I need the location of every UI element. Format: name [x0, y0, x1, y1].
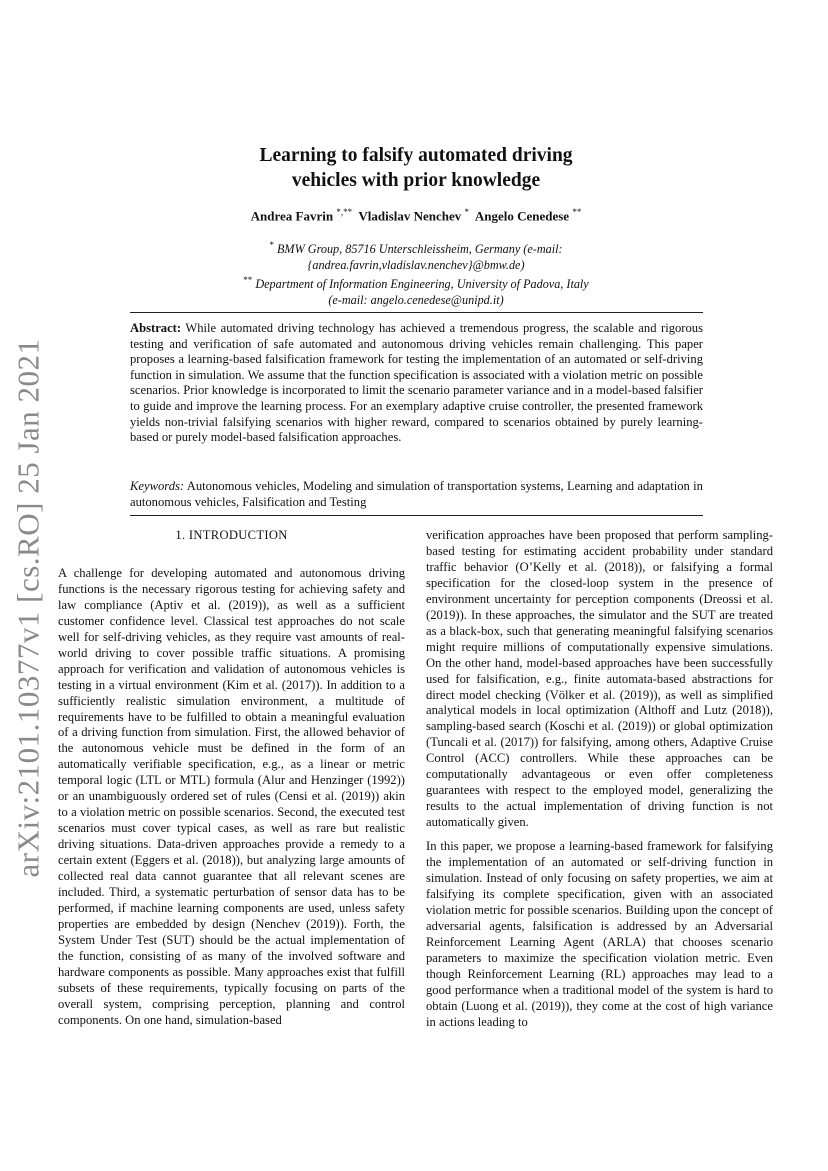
- title-line-1: Learning to falsify automated driving: [259, 145, 573, 166]
- affiliation-text: BMW Group, 85716 Unterschleissheim, Germany (e-mail:: [276, 242, 563, 257]
- affiliation-text: Department of Information Engineering, University of Padova, Italy: [255, 277, 589, 292]
- affiliation-line: [130, 273, 702, 293]
- affiliation-line: (e-mail: angelo.cenedese@unipd.it): [328, 292, 504, 307]
- affiliation-line: [130, 238, 702, 258]
- arxiv-stamp-text: arXiv:2101.10377v1 [cs.RO] 25 Jan 2021: [11, 338, 46, 878]
- keywords-bottom-rule: [130, 515, 703, 516]
- affiliations: [130, 238, 702, 309]
- body-paragraph: A challenge for developing automated and autonomous driving functions is the necessary rigorous testing for achieving safety and law compliance (Aptiv et al. (2019)), as well as a sufficient customer confidence level. Classical test approaches do not scale well for self-driving vehicles, as they require vast amounts of real-world driving to cover possible traffic situations. A promising approach for verification and validation of autonomous vehicles is testing in a virtual environment (Kim et al. (2017)). In addition to a sufficiently realistic simulation environment, a multitude of requirements have to be fulfilled to obtain a meaningful evaluation of a driving function from simulation. First, the allowed behavior of the autonomous vehicle must be defined in the form of an automatically verifiable specification, e.g., as a linear or metric temporal logic (LTL or MTL) formula (Alur and Henzinger (1992)) or an unambiguously ordered set of rules (Censi et al. (2019)) akin to a violation metric on possible scenarios. Second, the executed test scenarios must cover typical cases, as well as rare but realistic driving situations. Data-driven approaches provide a remedy to a certain extent (Eggers et al. (2018)), but analyzing large amounts of collected real data cannot guarantee that all relevant scenes are included. Third, a systematic perturbation of sensor data has to be performed, if machine learning components are used, unless safety properties are embedded by design (Nenchev (2019)). Forth, the System Under Test (SUT) should be the actual implementation of the function, consisting of as many of the involved software and hardware components as possible. Many approaches exist that fulfill subsets of these requirements, typically focusing on parts of the overall system, comprising perception, planning and control components. On one hand, simulation-based: [58, 565, 405, 1027]
- author-affiliation-mark: *,**: [336, 207, 353, 217]
- keywords: [130, 479, 703, 510]
- left-column: [58, 528, 405, 1029]
- body-paragraph: verification approaches have been proposed that perform sampling-based testing for estimating accident probability under standard traffic behavior (O’Kelly et al. (2018)), or falsifying a formal specification for the closed-loop system in the presence of environment uncertainty for perception components (Dreossi et al. (2019)). In these approaches, the simulator and the SUT are treated as a black-box, such that generating meaningful falsifying scenarios might require millions of computationally expensive simulations. On the other hand, model-based approaches have been successfully used for falsification, e.g., finite automata-based abstractions for direct model checking (Völker et al. (2019)), as well as simplified analytical models in local optimization (Althoff and Lutz (2018)), sampling-based search (Koschi et al. (2019)) or global optimization (Tuncali et al. (2017)) for falsifying, among others, Adaptive Cruise Control (ACC) controllers. While these approaches can be computationally advantageous or even offer completeness guarantees with respect to the employed model, generalizing the results to the actual implementation of driving function is not automatically given.: [426, 528, 773, 830]
- affiliation-line: {andrea.favrin,vladislav.nenchev}@bmw.de): [307, 257, 525, 272]
- abstract: [130, 321, 703, 446]
- affiliation-mark: **: [243, 275, 253, 286]
- paper-title: [130, 143, 702, 193]
- abstract-label: Abstract:: [130, 321, 182, 335]
- body-paragraph: In this paper, we propose a learning-based framework for falsifying the implementation of an automated or self-driving function in simulation. Instead of only focusing on safety properties, we aim at falsifying its complete specification, given with an associated violation metric for possible scenarios. Building upon the concept of adversarial agents, falsification is addressed by an Adversarial Reinforcement Learning Agent (ARLA) that chooses scenario parameters to maximize the specification violation metric. Even though Reinforcement Learning (RL) approaches may lead to a good performance when a traditional model of the system is hard to obtain (Luong et al. (2019)), they come at the cost of high variance in actions leading to: [426, 839, 773, 1029]
- abstract-top-rule: [130, 312, 703, 313]
- author-name: Angelo Cenedese: [474, 208, 570, 224]
- right-column: [426, 528, 773, 1031]
- author-affiliation-mark: **: [572, 207, 582, 217]
- keywords-label: Keywords:: [130, 479, 185, 493]
- author-name: Andrea Favrin: [250, 208, 334, 224]
- affiliation-mark: *: [269, 240, 274, 250]
- arxiv-identifier-stamp: [6, 338, 52, 878]
- section-heading-introduction: 1. INTRODUCTION: [175, 528, 288, 542]
- author-affiliation-mark: *: [464, 207, 470, 217]
- abstract-text: While automated driving technology has achieved a tremendous progress, the scalable and rigorous testing and verification of safe automated and autonomous driving vehicles remain challenging. This paper proposes a learning-based falsification framework for testing the implementation of an automated or self-driving function in simulation. We assume that the function specification is associated with a violation metric on possible scenarios. Prior knowledge is incorporated to limit the scenario parameter variance and in a model-based falsifier to guide and improve the learning process. For an exemplary adaptive cruise controller, the presented framework yields non-trivial falsifying scenarios with higher reward, compared to scenarios obtained by purely learning-based or purely model-based falsification approaches.: [130, 321, 703, 445]
- title-line-2: vehicles with prior knowledge: [291, 170, 541, 191]
- keywords-text: Autonomous vehicles, Modeling and simulation of transportation systems, Learning and adaptation in autonomous vehicles, Falsification and Testing: [130, 479, 703, 509]
- author-name: Vladislav Nenchev: [358, 208, 462, 224]
- author-list: [130, 207, 702, 224]
